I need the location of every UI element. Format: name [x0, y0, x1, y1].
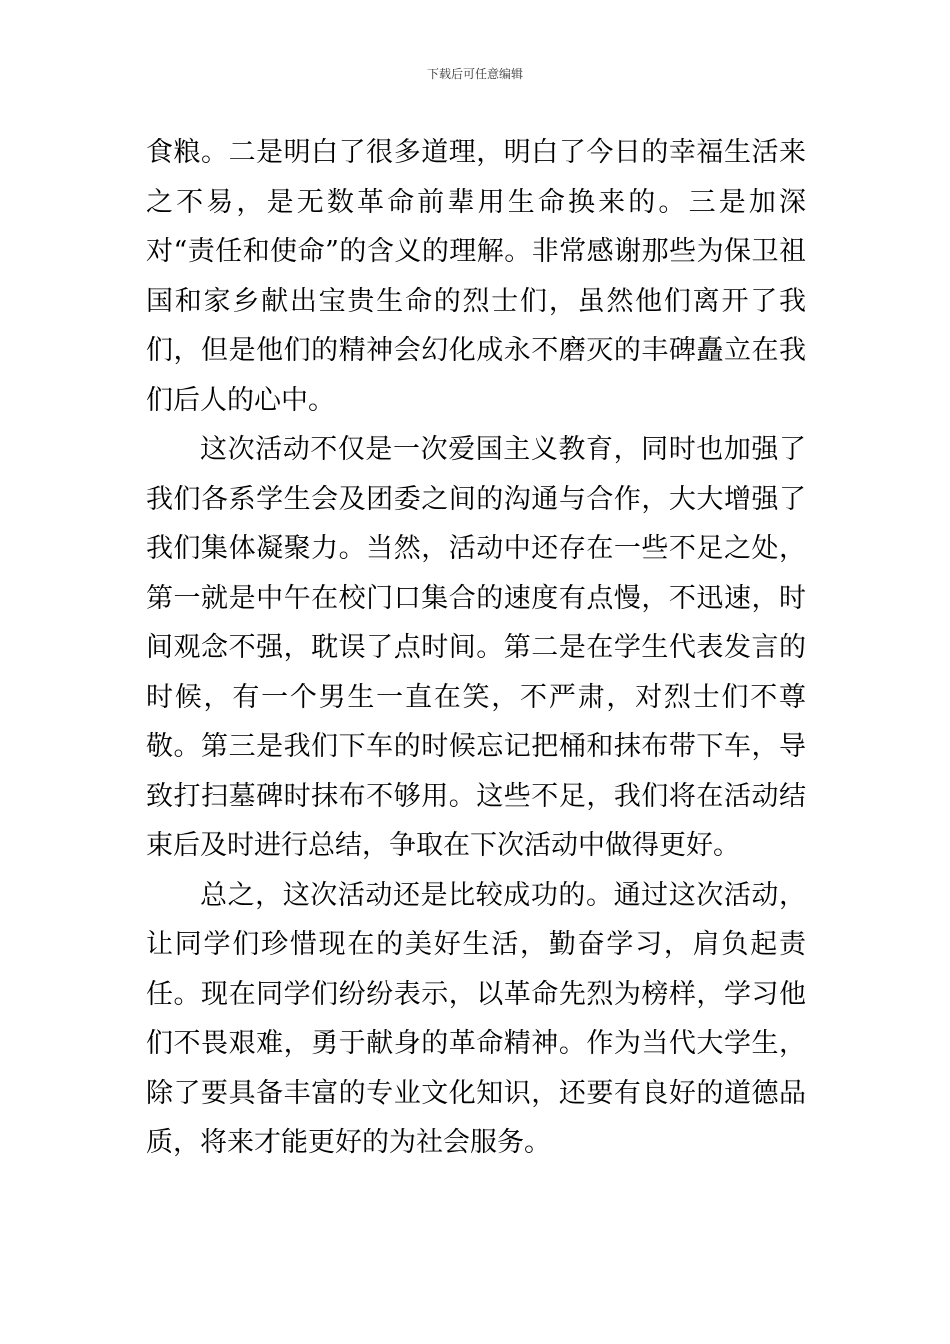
- paragraph-continuation: 食粮。二是明白了很多道理，明白了今日的幸福生活来之不易，是无数革命前辈用生命换来的。三是加深对“责任和使命”的含义的理解。非常感谢那些为保卫祖国和家乡献出宝贵生命的烈士们，虽然他们离开了我们，但是他们的精神会幻化成永不磨灭的丰碑矗立在我们后人的心中。: [146, 137, 806, 416]
- page-header: 下载后可任意编辑: [426, 67, 523, 81]
- paragraph-conclusion: 总之，这次活动还是比较成功的。通过这次活动，让同学们珍惜现在的美好生活，勤奋学习，肩负起责任。现在同学们纷纷表示，以革命先烈为榜样，学习他们不畏艰难，勇于献身的革命精神。作为当代大学生，除了要具备丰富的专业文化知识，还要有良好的道德品质，将来才能更好的为社会服务。: [146, 879, 806, 1158]
- document-body: [146, 128, 806, 1168]
- paragraph-activity-review: 这次活动不仅是一次爱国主义教育，同时也加强了我们各系学生会及团委之间的沟通与合作，大大增强了我们集体凝聚力。当然，活动中还存在一些不足之处，第一就是中午在校门口集合的速度有点慢，不迅速，时间观念不强，耽误了点时间。第二是在学生代表发言的时候，有一个男生一直在笑，不严肃，对烈士们不尊敬。第三是我们下车的时候忘记把桶和抹布带下车，导致打扫墓碑时抹布不够用。这些不足，我们将在活动结束后及时进行总结，争取在下次活动中做得更好。: [146, 434, 806, 861]
